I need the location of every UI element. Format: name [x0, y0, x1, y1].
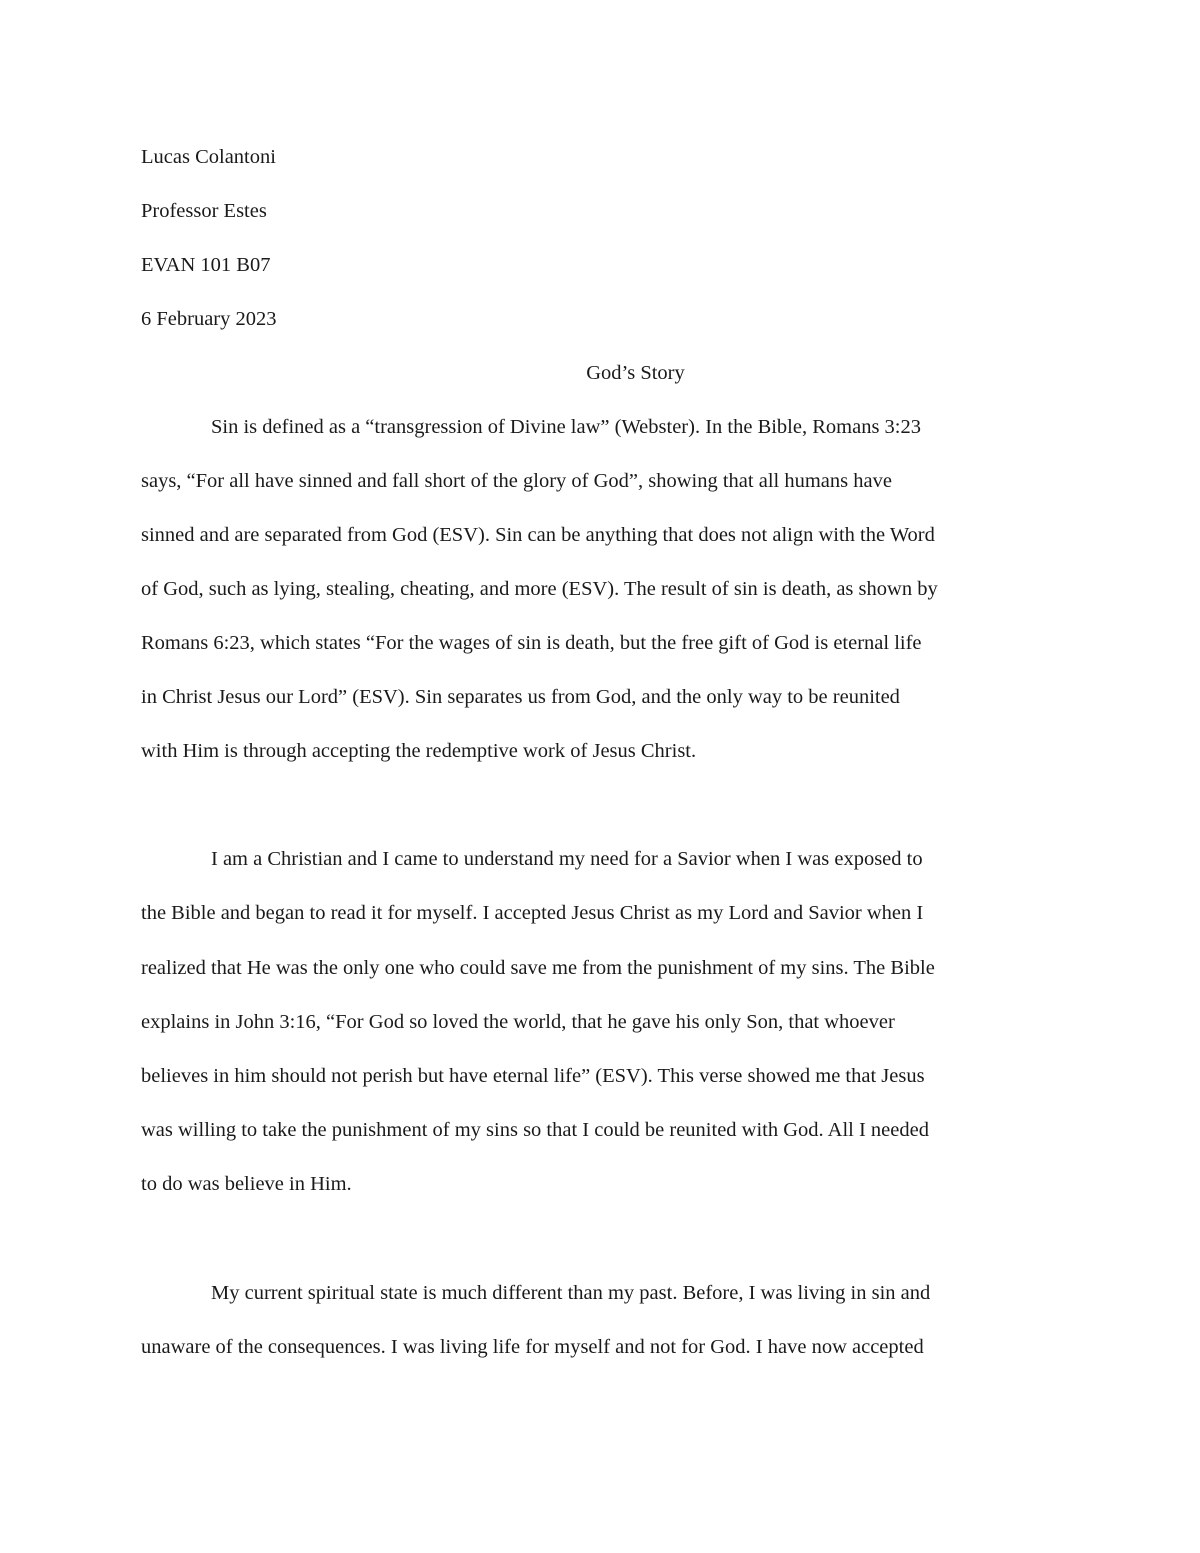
- document-title: God’s Story: [586, 362, 685, 384]
- paragraph-line: Sin is defined as a “transgression of Divine law” (Webster). In the Bible, Romans 3:23: [211, 416, 921, 438]
- course-code: EVAN 101 B07: [141, 254, 271, 276]
- paragraph-line: explains in John 3:16, “For God so loved the world, that he gave his only Son, that whoever: [141, 1011, 895, 1033]
- paragraph-line: My current spiritual state is much different than my past. Before, I was living in sin and: [211, 1282, 931, 1304]
- paragraph-line: unaware of the consequences. I was living life for myself and not for God. I have now accepted: [141, 1336, 924, 1358]
- paragraph-line: realized that He was the only one who could save me from the punishment of my sins. The Bible: [141, 957, 935, 979]
- paragraph-line: to do was believe in Him.: [141, 1173, 352, 1195]
- paragraph-line: with Him is through accepting the redemptive work of Jesus Christ.: [141, 740, 697, 762]
- paragraph-line: in Christ Jesus our Lord” (ESV). Sin separates us from God, and the only way to be reunited: [141, 686, 900, 708]
- paragraph-line: Romans 6:23, which states “For the wages of sin is death, but the free gift of God is eternal life: [141, 632, 922, 654]
- paragraph-line: of God, such as lying, stealing, cheating, and more (ESV). The result of sin is death, as shown by: [141, 578, 938, 600]
- instructor-name: Professor Estes: [141, 200, 267, 222]
- paragraph-line: the Bible and began to read it for myself. I accepted Jesus Christ as my Lord and Savior when I: [141, 902, 924, 924]
- paragraph-line: I am a Christian and I came to understand my need for a Savior when I was exposed to: [211, 848, 923, 870]
- paragraph-line: sinned and are separated from God (ESV). Sin can be anything that does not align with the Word: [141, 524, 935, 546]
- paragraph-line: was willing to take the punishment of my sins so that I could be reunited with God. All I needed: [141, 1119, 929, 1141]
- document-date: 6 February 2023: [141, 308, 277, 330]
- paragraph-line: believes in him should not perish but have eternal life” (ESV). This verse showed me that Jesus: [141, 1065, 925, 1087]
- author-name: Lucas Colantoni: [141, 146, 276, 168]
- paragraph-line: says, “For all have sinned and fall short of the glory of God”, showing that all humans have: [141, 470, 892, 492]
